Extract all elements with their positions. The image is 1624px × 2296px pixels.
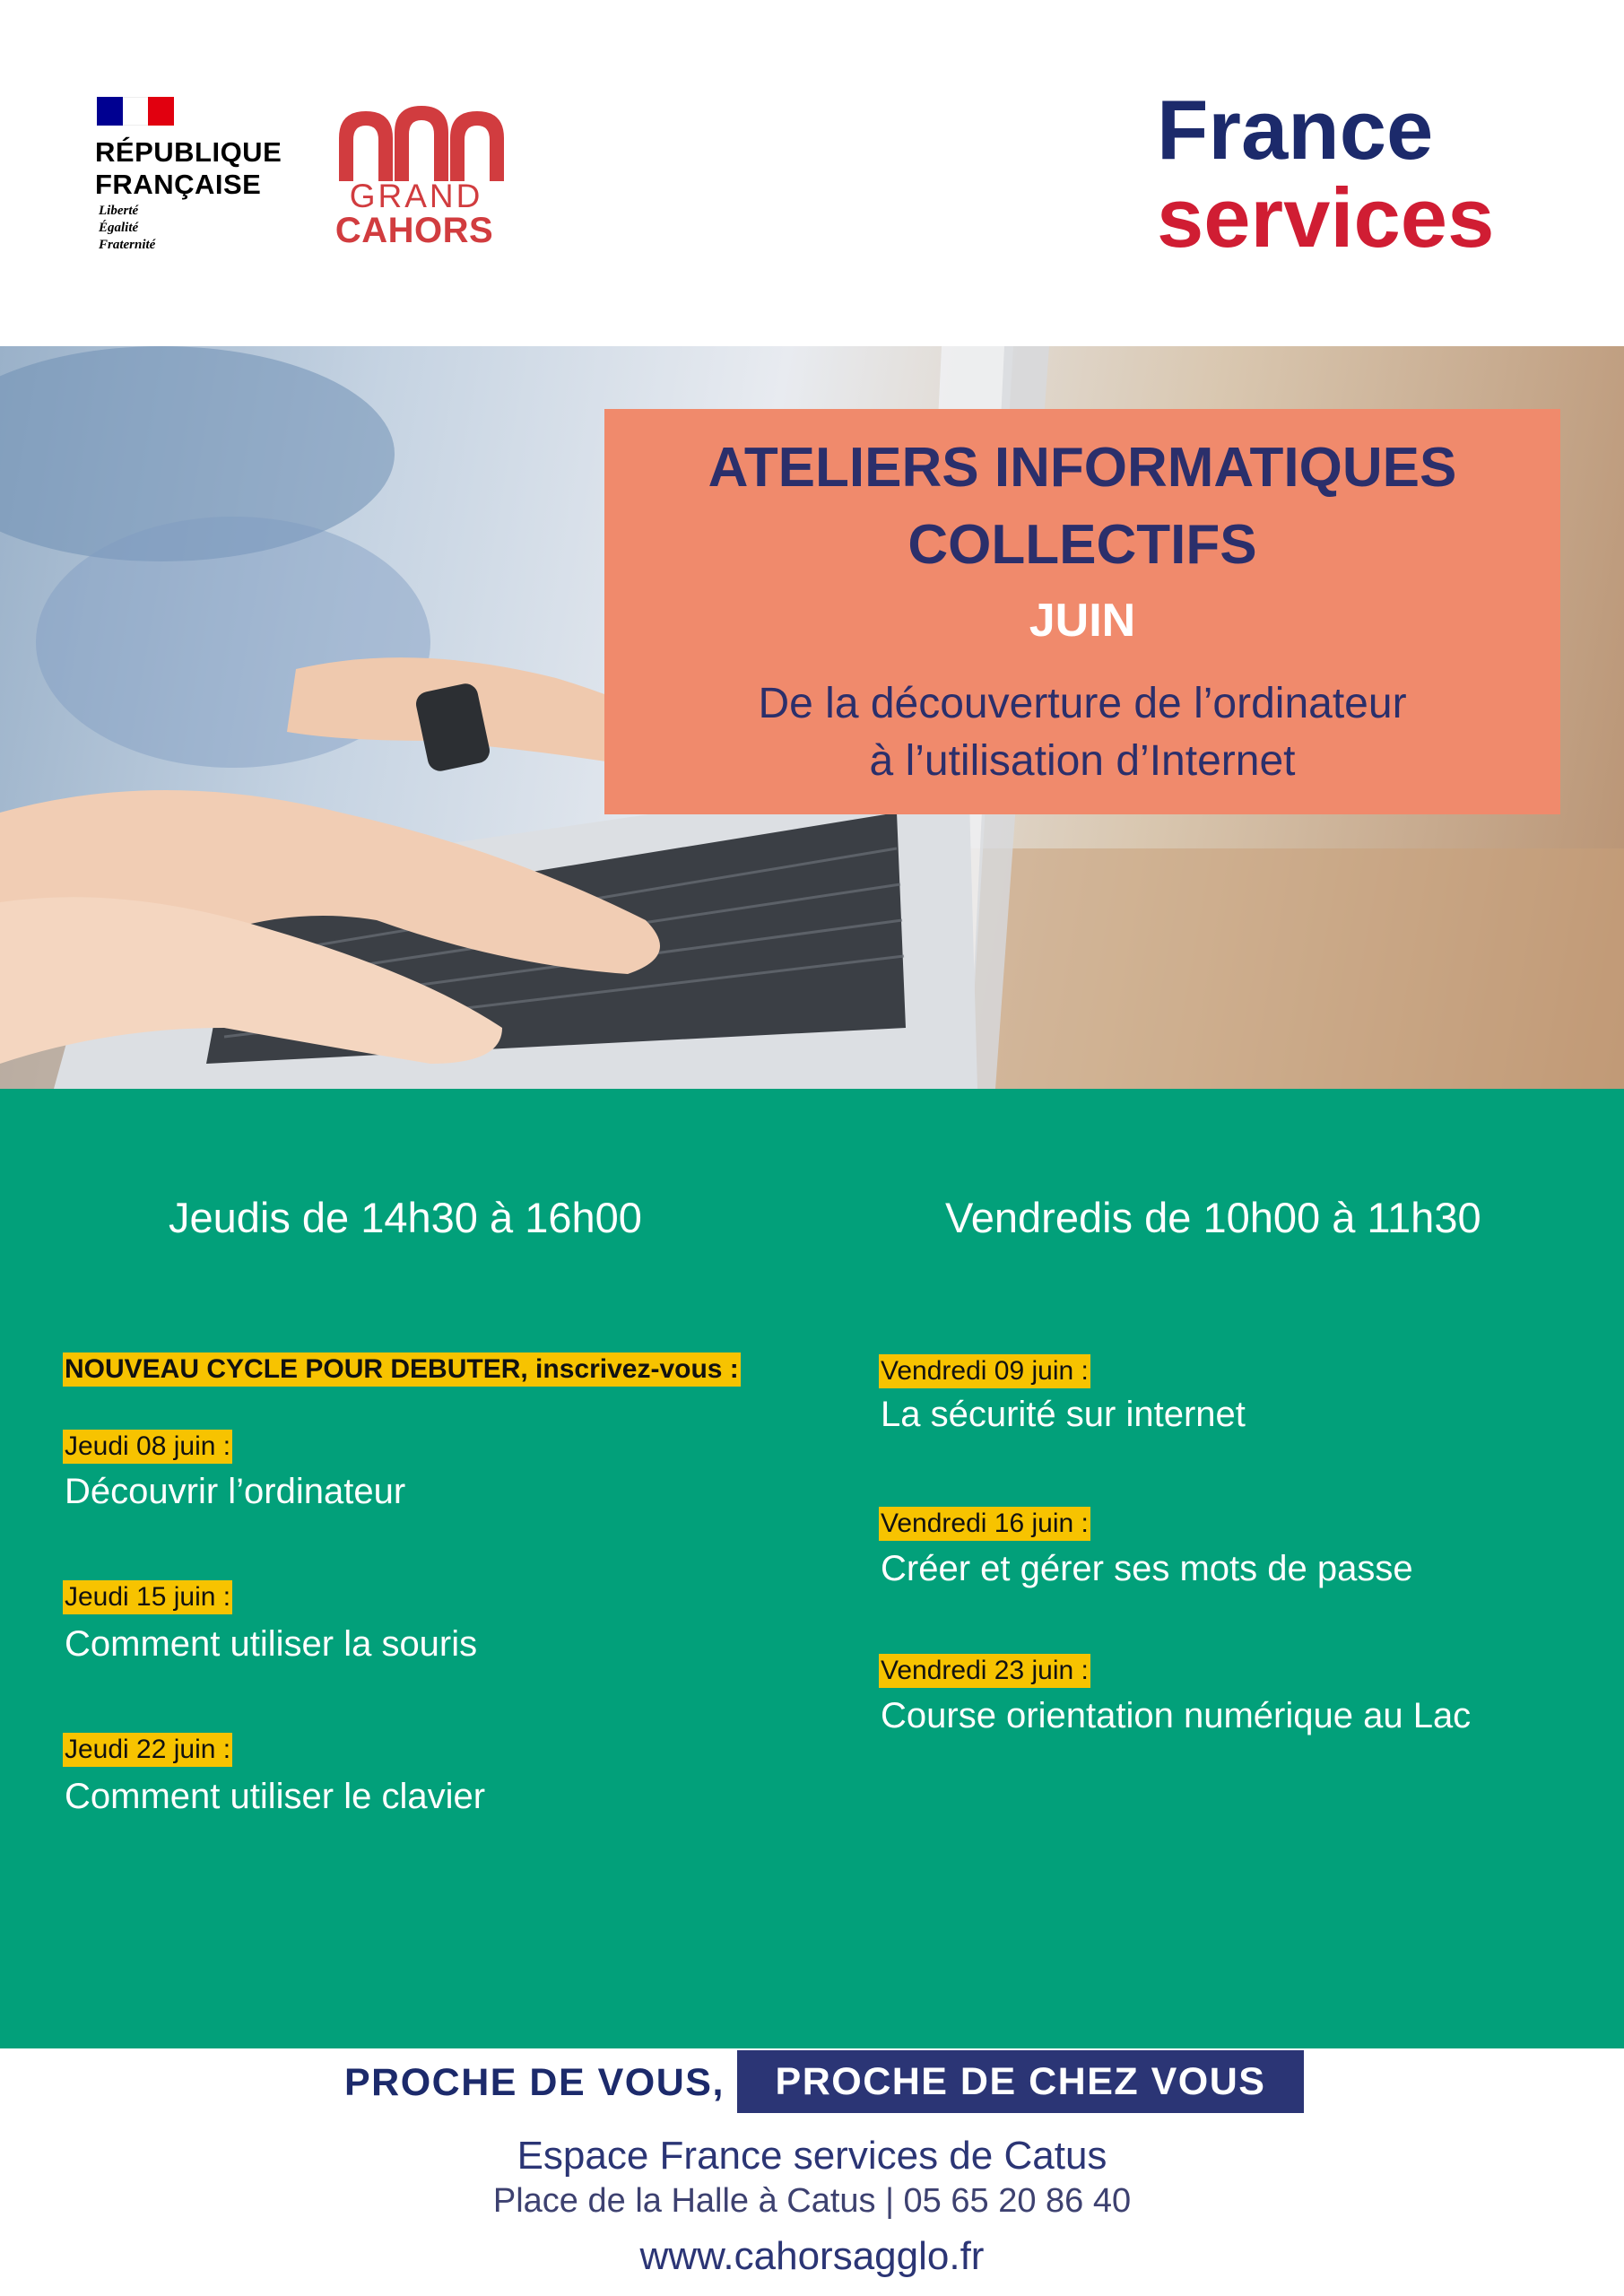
thursday-item-1-date xyxy=(63,1430,232,1464)
friday-item-1-topic: La sécurité sur internet xyxy=(881,1395,1246,1434)
date-label: Vendredi 16 juin : xyxy=(879,1507,1090,1541)
republique-name xyxy=(95,136,282,201)
schedule-section xyxy=(0,1089,1624,2048)
france-services-services: services xyxy=(1157,170,1495,265)
date-label: Jeudi 08 juin : xyxy=(63,1430,232,1464)
title-box xyxy=(604,409,1560,814)
thursday-item-1-topic: Découvrir l’ordinateur xyxy=(65,1472,406,1511)
title-line1: ATELIERS INFORMATIQUES xyxy=(708,437,1457,499)
organization-name: Espace France services de Catus xyxy=(517,2134,1107,2178)
friday-item-3-date xyxy=(879,1654,1090,1688)
date-label: Vendredi 09 juin : xyxy=(879,1354,1090,1388)
address-phone: Place de la Halle à Catus | 05 65 20 86 40 xyxy=(492,2182,1132,2220)
grand-cahors-logo xyxy=(319,106,517,249)
motto-fraternite: Fraternité xyxy=(99,238,156,252)
grand-cahors-arches-icon xyxy=(335,106,506,181)
motto-egalite: Égalité xyxy=(99,221,139,235)
title-line2: COLLECTIFS xyxy=(908,514,1257,576)
subtitle-line1: De la découverture de l’ordinateur xyxy=(758,680,1407,727)
friday-item-2-topic: Créer et gérer ses mots de passe xyxy=(881,1549,1413,1588)
thursday-heading: Jeudis de 14h30 à 16h00 xyxy=(169,1194,642,1241)
month-label: JUIN xyxy=(1029,595,1136,647)
france-services-logo xyxy=(1157,85,1551,265)
republique-motto xyxy=(99,203,155,254)
republique-francaise-logo xyxy=(95,97,301,267)
friday-heading: Vendredis de 10h00 à 11h30 xyxy=(945,1194,1481,1241)
slogan-part2: PROCHE DE CHEZ VOUS xyxy=(737,2050,1304,2113)
france-services-france: France xyxy=(1157,83,1434,177)
website-link[interactable]: www.cahorsagglo.fr xyxy=(639,2234,985,2278)
friday-item-1-date xyxy=(879,1354,1090,1388)
friday-item-3-topic: Course orientation numérique au Lac xyxy=(881,1696,1472,1735)
date-label: Jeudi 15 juin : xyxy=(63,1580,232,1614)
french-flag-icon xyxy=(97,97,174,126)
subtitle-line2: à l’utilisation d’Internet xyxy=(869,737,1296,785)
thursday-item-2-topic: Comment utiliser la souris xyxy=(65,1624,478,1664)
motto-liberte: Liberté xyxy=(99,204,139,218)
thursday-item-2-date xyxy=(63,1580,232,1614)
grand-cahors-grand: GRAND xyxy=(349,178,483,214)
new-cycle-text: NOUVEAU CYCLE POUR DEBUTER, inscrivez-vous : xyxy=(63,1352,741,1387)
grand-cahors-cahors: CAHORS xyxy=(334,211,494,250)
republique-name-line1: RÉPUBLIQUE xyxy=(95,136,282,168)
thursday-item-3-topic: Comment utiliser le clavier xyxy=(65,1777,486,1816)
republique-name-line2: FRANÇAISE xyxy=(95,169,262,200)
date-label: Vendredi 23 juin : xyxy=(879,1654,1090,1688)
date-label: Jeudi 22 juin : xyxy=(63,1733,232,1767)
friday-item-2-date xyxy=(879,1507,1090,1541)
slogan-part1: PROCHE DE VOUS, xyxy=(344,2061,725,2104)
new-cycle-label xyxy=(63,1352,741,1387)
thursday-item-3-date xyxy=(63,1733,232,1767)
